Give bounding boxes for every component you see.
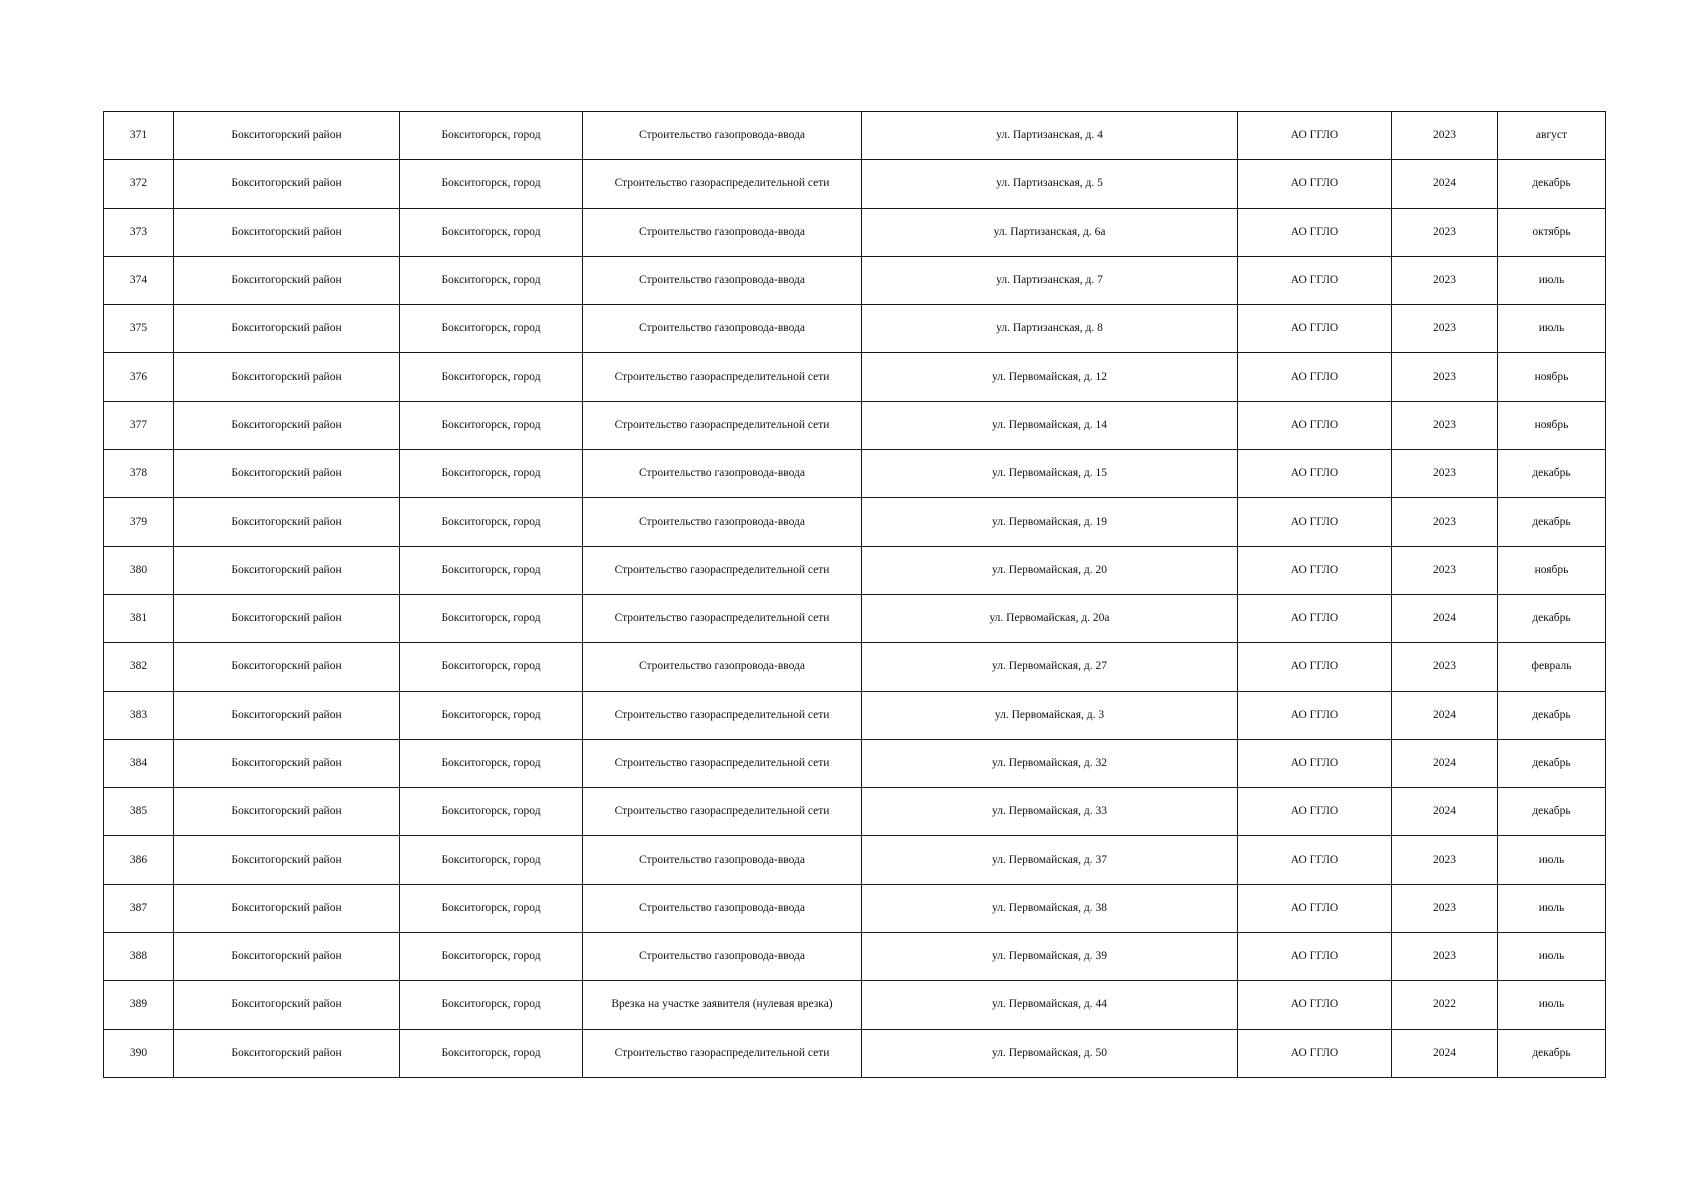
district-cell: Бокситогорский район: [174, 498, 400, 546]
row-number-cell: 377: [104, 401, 174, 449]
month-cell: декабрь: [1498, 1029, 1606, 1077]
locality-cell: Бокситогорск, город: [400, 594, 583, 642]
month-cell: июль: [1498, 305, 1606, 353]
organization-cell: АО ГГЛО: [1238, 498, 1392, 546]
work-type-cell: Строительство газораспределительной сети: [583, 546, 862, 594]
table-row: [104, 450, 1606, 498]
work-type-cell: Строительство газораспределительной сети: [583, 739, 862, 787]
work-type-cell: Строительство газопровода-ввода: [583, 884, 862, 932]
year-cell: 2023: [1392, 643, 1498, 691]
district-cell: Бокситогорский район: [174, 1029, 400, 1077]
address-cell: ул. Первомайская, д. 27: [862, 643, 1238, 691]
locality-cell: Бокситогорск, город: [400, 208, 583, 256]
year-cell: 2023: [1392, 256, 1498, 304]
row-number-cell: 376: [104, 353, 174, 401]
district-cell: Бокситогорский район: [174, 691, 400, 739]
table-row: [104, 884, 1606, 932]
month-cell: ноябрь: [1498, 353, 1606, 401]
organization-cell: АО ГГЛО: [1238, 160, 1392, 208]
table-row: [104, 1029, 1606, 1077]
address-cell: ул. Первомайская, д. 33: [862, 788, 1238, 836]
district-cell: Бокситогорский район: [174, 305, 400, 353]
organization-cell: АО ГГЛО: [1238, 353, 1392, 401]
row-number-cell: 387: [104, 884, 174, 932]
address-cell: ул. Первомайская, д. 37: [862, 836, 1238, 884]
month-cell: февраль: [1498, 643, 1606, 691]
district-cell: Бокситогорский район: [174, 788, 400, 836]
year-cell: 2023: [1392, 884, 1498, 932]
year-cell: 2023: [1392, 401, 1498, 449]
address-cell: ул. Первомайская, д. 39: [862, 933, 1238, 981]
row-number-cell: 381: [104, 594, 174, 642]
table-row: [104, 594, 1606, 642]
row-number-cell: 375: [104, 305, 174, 353]
work-type-cell: Строительство газопровода-ввода: [583, 498, 862, 546]
table-row: [104, 933, 1606, 981]
organization-cell: АО ГГЛО: [1238, 933, 1392, 981]
locality-cell: Бокситогорск, город: [400, 160, 583, 208]
locality-cell: Бокситогорск, город: [400, 256, 583, 304]
year-cell: 2024: [1392, 1029, 1498, 1077]
work-type-cell: Строительство газораспределительной сети: [583, 401, 862, 449]
row-number-cell: 390: [104, 1029, 174, 1077]
locality-cell: Бокситогорск, город: [400, 498, 583, 546]
month-cell: декабрь: [1498, 498, 1606, 546]
year-cell: 2024: [1392, 788, 1498, 836]
locality-cell: Бокситогорск, город: [400, 546, 583, 594]
organization-cell: АО ГГЛО: [1238, 1029, 1392, 1077]
row-number-cell: 371: [104, 112, 174, 160]
locality-cell: Бокситогорск, город: [400, 305, 583, 353]
address-cell: ул. Первомайская, д. 50: [862, 1029, 1238, 1077]
organization-cell: АО ГГЛО: [1238, 112, 1392, 160]
work-type-cell: Строительство газораспределительной сети: [583, 691, 862, 739]
year-cell: 2023: [1392, 836, 1498, 884]
address-cell: ул. Первомайская, д. 14: [862, 401, 1238, 449]
work-type-cell: Строительство газопровода-ввода: [583, 933, 862, 981]
work-type-cell: Строительство газораспределительной сети: [583, 594, 862, 642]
year-cell: 2023: [1392, 353, 1498, 401]
table-row: [104, 498, 1606, 546]
organization-cell: АО ГГЛО: [1238, 208, 1392, 256]
year-cell: 2023: [1392, 112, 1498, 160]
locality-cell: Бокситогорск, город: [400, 1029, 583, 1077]
work-type-cell: Строительство газопровода-ввода: [583, 208, 862, 256]
table-row: [104, 256, 1606, 304]
work-type-cell: Строительство газораспределительной сети: [583, 1029, 862, 1077]
locality-cell: Бокситогорск, город: [400, 836, 583, 884]
month-cell: июль: [1498, 256, 1606, 304]
district-cell: Бокситогорский район: [174, 256, 400, 304]
row-number-cell: 382: [104, 643, 174, 691]
address-cell: ул. Первомайская, д. 19: [862, 498, 1238, 546]
district-cell: Бокситогорский район: [174, 933, 400, 981]
locality-cell: Бокситогорск, город: [400, 933, 583, 981]
work-type-cell: Строительство газораспределительной сети: [583, 160, 862, 208]
table-row: [104, 739, 1606, 787]
year-cell: 2023: [1392, 208, 1498, 256]
month-cell: октябрь: [1498, 208, 1606, 256]
locality-cell: Бокситогорск, город: [400, 739, 583, 787]
work-type-cell: Строительство газопровода-ввода: [583, 305, 862, 353]
address-cell: ул. Первомайская, д. 12: [862, 353, 1238, 401]
table-row: [104, 691, 1606, 739]
month-cell: август: [1498, 112, 1606, 160]
organization-cell: АО ГГЛО: [1238, 643, 1392, 691]
address-cell: ул. Первомайская, д. 20а: [862, 594, 1238, 642]
organization-cell: АО ГГЛО: [1238, 739, 1392, 787]
district-cell: Бокситогорский район: [174, 643, 400, 691]
month-cell: декабрь: [1498, 450, 1606, 498]
month-cell: декабрь: [1498, 594, 1606, 642]
work-type-cell: Врезка на участке заявителя (нулевая врезка): [583, 981, 862, 1029]
locality-cell: Бокситогорск, город: [400, 401, 583, 449]
table-row: [104, 836, 1606, 884]
row-number-cell: 383: [104, 691, 174, 739]
organization-cell: АО ГГЛО: [1238, 401, 1392, 449]
gasification-schedule-table: [103, 111, 1606, 1078]
year-cell: 2023: [1392, 305, 1498, 353]
address-cell: ул. Партизанская, д. 4: [862, 112, 1238, 160]
month-cell: декабрь: [1498, 691, 1606, 739]
table-row: [104, 112, 1606, 160]
organization-cell: АО ГГЛО: [1238, 546, 1392, 594]
month-cell: июль: [1498, 884, 1606, 932]
district-cell: Бокситогорский район: [174, 594, 400, 642]
row-number-cell: 374: [104, 256, 174, 304]
year-cell: 2023: [1392, 450, 1498, 498]
district-cell: Бокситогорский район: [174, 884, 400, 932]
district-cell: Бокситогорский район: [174, 450, 400, 498]
district-cell: Бокситогорский район: [174, 546, 400, 594]
district-cell: Бокситогорский район: [174, 739, 400, 787]
year-cell: 2022: [1392, 981, 1498, 1029]
locality-cell: Бокситогорск, город: [400, 884, 583, 932]
month-cell: декабрь: [1498, 160, 1606, 208]
district-cell: Бокситогорский район: [174, 160, 400, 208]
organization-cell: АО ГГЛО: [1238, 691, 1392, 739]
work-type-cell: Строительство газопровода-ввода: [583, 112, 862, 160]
month-cell: июль: [1498, 836, 1606, 884]
work-type-cell: Строительство газораспределительной сети: [583, 788, 862, 836]
year-cell: 2024: [1392, 594, 1498, 642]
row-number-cell: 379: [104, 498, 174, 546]
district-cell: Бокситогорский район: [174, 836, 400, 884]
row-number-cell: 378: [104, 450, 174, 498]
row-number-cell: 380: [104, 546, 174, 594]
address-cell: ул. Первомайская, д. 15: [862, 450, 1238, 498]
table-row: [104, 353, 1606, 401]
organization-cell: АО ГГЛО: [1238, 305, 1392, 353]
organization-cell: АО ГГЛО: [1238, 884, 1392, 932]
address-cell: ул. Первомайская, д. 32: [862, 739, 1238, 787]
year-cell: 2023: [1392, 498, 1498, 546]
work-type-cell: Строительство газопровода-ввода: [583, 643, 862, 691]
row-number-cell: 388: [104, 933, 174, 981]
table-row: [104, 208, 1606, 256]
table-row: [104, 160, 1606, 208]
table-row: [104, 401, 1606, 449]
district-cell: Бокситогорский район: [174, 401, 400, 449]
district-cell: Бокситогорский район: [174, 112, 400, 160]
locality-cell: Бокситогорск, город: [400, 643, 583, 691]
district-cell: Бокситогорский район: [174, 981, 400, 1029]
table-row: [104, 788, 1606, 836]
organization-cell: АО ГГЛО: [1238, 594, 1392, 642]
table-row: [104, 981, 1606, 1029]
month-cell: июль: [1498, 933, 1606, 981]
month-cell: ноябрь: [1498, 401, 1606, 449]
organization-cell: АО ГГЛО: [1238, 256, 1392, 304]
organization-cell: АО ГГЛО: [1238, 788, 1392, 836]
district-cell: Бокситогорский район: [174, 208, 400, 256]
address-cell: ул. Первомайская, д. 20: [862, 546, 1238, 594]
table-row: [104, 305, 1606, 353]
row-number-cell: 386: [104, 836, 174, 884]
year-cell: 2024: [1392, 160, 1498, 208]
row-number-cell: 373: [104, 208, 174, 256]
year-cell: 2023: [1392, 933, 1498, 981]
year-cell: 2023: [1392, 546, 1498, 594]
month-cell: декабрь: [1498, 739, 1606, 787]
locality-cell: Бокситогорск, город: [400, 691, 583, 739]
work-type-cell: Строительство газопровода-ввода: [583, 256, 862, 304]
month-cell: июль: [1498, 981, 1606, 1029]
work-type-cell: Строительство газопровода-ввода: [583, 450, 862, 498]
organization-cell: АО ГГЛО: [1238, 836, 1392, 884]
table-row: [104, 643, 1606, 691]
address-cell: ул. Первомайская, д. 38: [862, 884, 1238, 932]
address-cell: ул. Партизанская, д. 8: [862, 305, 1238, 353]
year-cell: 2024: [1392, 739, 1498, 787]
locality-cell: Бокситогорск, город: [400, 981, 583, 1029]
address-cell: ул. Партизанская, д. 7: [862, 256, 1238, 304]
row-number-cell: 384: [104, 739, 174, 787]
address-cell: ул. Первомайская, д. 44: [862, 981, 1238, 1029]
locality-cell: Бокситогорск, город: [400, 353, 583, 401]
work-type-cell: Строительство газораспределительной сети: [583, 353, 862, 401]
work-type-cell: Строительство газопровода-ввода: [583, 836, 862, 884]
row-number-cell: 385: [104, 788, 174, 836]
locality-cell: Бокситогорск, город: [400, 112, 583, 160]
month-cell: декабрь: [1498, 788, 1606, 836]
table-row: [104, 546, 1606, 594]
locality-cell: Бокситогорск, город: [400, 450, 583, 498]
locality-cell: Бокситогорск, город: [400, 788, 583, 836]
district-cell: Бокситогорский район: [174, 353, 400, 401]
organization-cell: АО ГГЛО: [1238, 450, 1392, 498]
row-number-cell: 389: [104, 981, 174, 1029]
address-cell: ул. Партизанская, д. 6а: [862, 208, 1238, 256]
row-number-cell: 372: [104, 160, 174, 208]
organization-cell: АО ГГЛО: [1238, 981, 1392, 1029]
month-cell: ноябрь: [1498, 546, 1606, 594]
address-cell: ул. Партизанская, д. 5: [862, 160, 1238, 208]
address-cell: ул. Первомайская, д. 3: [862, 691, 1238, 739]
table-body: [104, 112, 1606, 1078]
year-cell: 2024: [1392, 691, 1498, 739]
